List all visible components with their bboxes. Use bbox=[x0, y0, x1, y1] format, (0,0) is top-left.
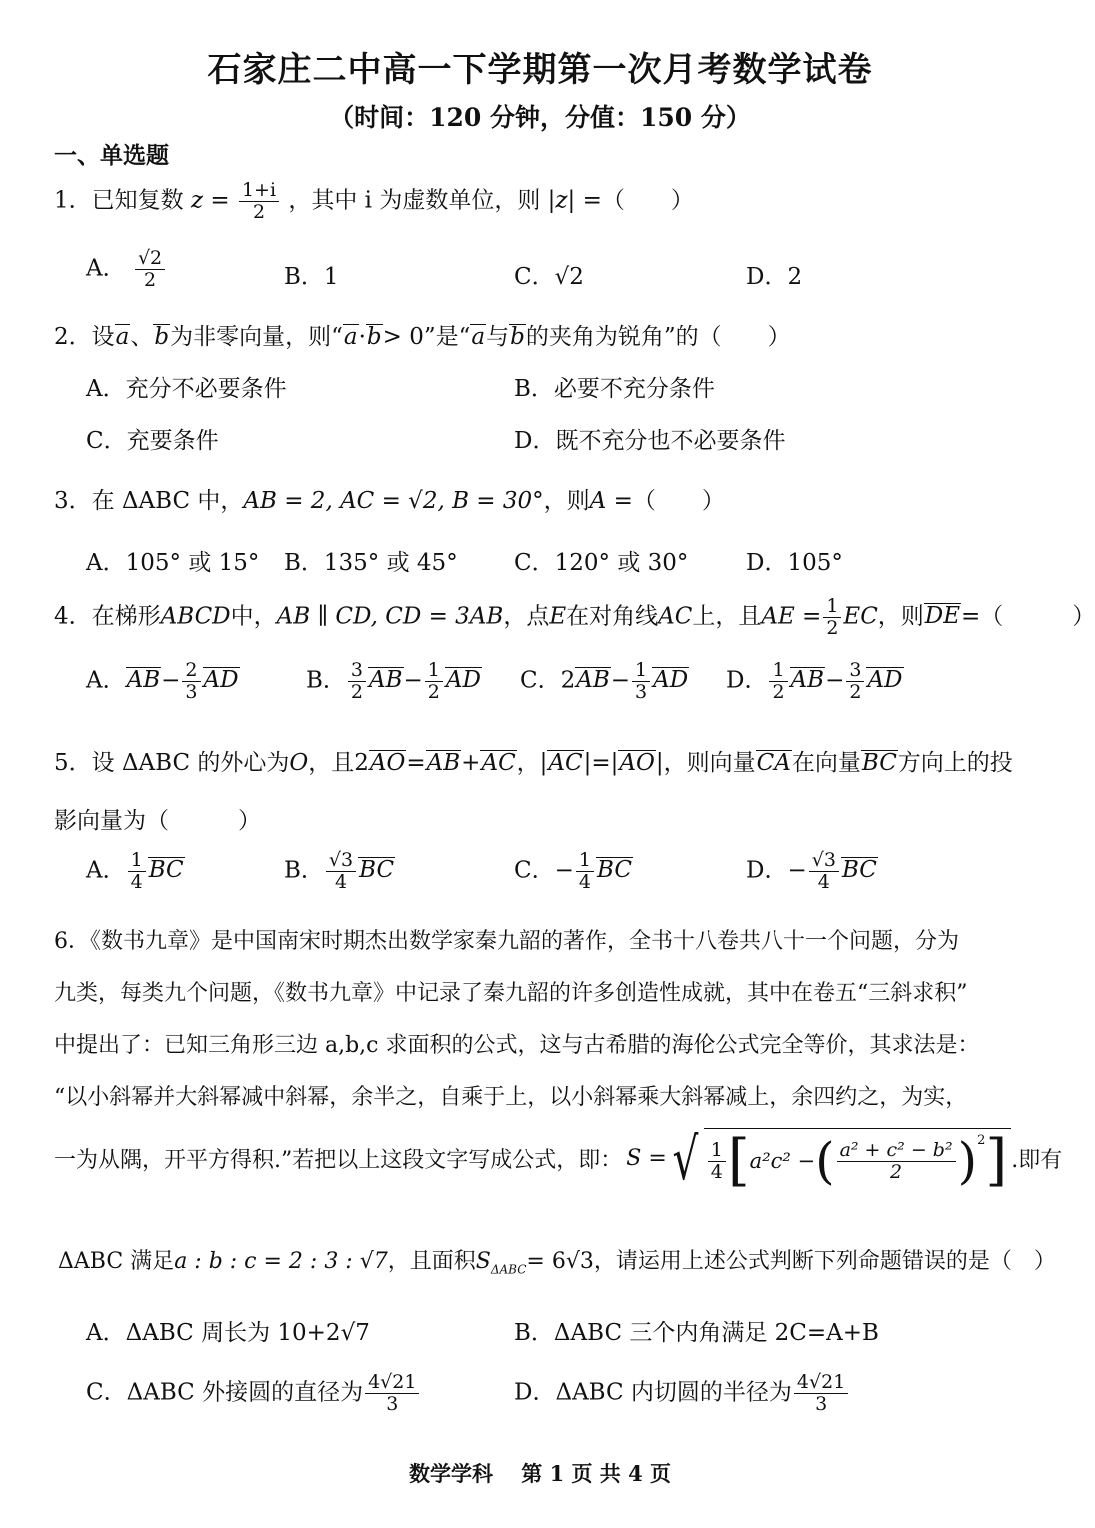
q1-option-a-label: A． bbox=[86, 255, 126, 282]
q5-vec-ao: AO bbox=[369, 750, 406, 776]
q3-option-d bbox=[746, 544, 843, 577]
q6-area-s: S bbox=[475, 1249, 491, 1274]
q2-p1: 2．设 bbox=[54, 324, 115, 350]
q3-given: AB = 2, AC = √2, B = 30° bbox=[243, 488, 544, 514]
q1-fraction bbox=[239, 180, 279, 223]
q4-e: E bbox=[549, 603, 567, 630]
q6-option-d-text: ΔABC 内切圆的半径为 bbox=[555, 1379, 792, 1406]
q6-inner-den: 2 bbox=[890, 1160, 903, 1183]
q6-option-a bbox=[86, 1314, 370, 1347]
q1-mid: ，其中 i 为虚数单位，则 bbox=[288, 187, 541, 214]
q4-option-d-sign: − bbox=[825, 667, 845, 694]
q6-s-eq: S = bbox=[626, 1146, 667, 1171]
q5-option-d-sign: − bbox=[787, 857, 807, 884]
q4-option-a-label: A． bbox=[86, 667, 126, 694]
q4-vec-de: DE bbox=[924, 603, 961, 630]
q2-option-a-label: A． bbox=[86, 376, 126, 402]
q4-ec: EC bbox=[843, 603, 878, 630]
q4-option-c-v2: AD bbox=[653, 667, 689, 694]
q4-option-d-den: 2 bbox=[849, 680, 862, 703]
question-4 bbox=[54, 596, 1095, 639]
q3-p5: （ ） bbox=[632, 488, 725, 514]
q4-option-d-num: 3 bbox=[846, 660, 864, 682]
q5-option-d-den: 4 bbox=[817, 870, 830, 893]
q6-option-d-den: 3 bbox=[815, 1392, 828, 1415]
q6-formula-radicand bbox=[704, 1128, 1012, 1193]
q5-option-c-num: 1 bbox=[576, 850, 594, 872]
q4-option-b-c1num: 3 bbox=[348, 660, 366, 682]
q4-option-c bbox=[520, 660, 689, 703]
q5-option-a-label: A． bbox=[86, 857, 126, 884]
q4-option-b-label: B． bbox=[306, 667, 346, 694]
q6-option-a-text: ΔABC 周长为 10+2√7 bbox=[125, 1320, 370, 1346]
q4-abcd: ABCD bbox=[160, 603, 231, 630]
q2-vec-b2: b bbox=[366, 324, 382, 350]
q5-option-a bbox=[86, 850, 185, 893]
right-bracket-icon: ] bbox=[985, 1128, 1008, 1193]
q6-ratio: a : b : c = 2 : 3 : √7 bbox=[174, 1249, 388, 1274]
q1-frac-num: 1+i bbox=[239, 180, 279, 202]
q6-line6 bbox=[58, 1244, 1056, 1276]
q6-a2c2: a²c² − bbox=[749, 1149, 816, 1173]
q2-option-a bbox=[86, 370, 287, 403]
q4-option-c-c1: 2 bbox=[560, 667, 576, 694]
q5-option-a-num: 1 bbox=[128, 850, 146, 872]
left-paren-icon: ( bbox=[815, 1132, 835, 1190]
q4-given: AB ∥ CD, CD = 3AB bbox=[276, 603, 504, 630]
q2-option-d-text: 既不充分也不必要条件 bbox=[555, 428, 786, 454]
question-5: 5．设 ΔABC 的外心为O，且2AO=AB+AC，|AC|=|AO|，则向量CA在向量BC方向上的投 bbox=[54, 750, 1013, 776]
q5-eq: = bbox=[406, 750, 426, 776]
q4-option-a-v1: AB bbox=[126, 667, 161, 694]
q1-option-a-den: 2 bbox=[143, 268, 157, 291]
q6-line1: 6．《数书九章》是中国南宋时期杰出数学家秦九韶的著作，全书十八卷共八十一个问题，分为 bbox=[54, 929, 960, 954]
q6-option-c-den: 3 bbox=[386, 1392, 399, 1415]
q4-option-d-c1den: 2 bbox=[772, 680, 785, 703]
q6-line3: 中提出了：已知三角形三边 a,b,c 求面积的公式，这与古希腊的海伦公式完全等价，其求法是： bbox=[54, 1033, 980, 1058]
q4-option-d-v2: AD bbox=[867, 667, 903, 694]
q2-option-b-label: B． bbox=[514, 376, 554, 402]
q1-option-c-text: √2 bbox=[554, 264, 584, 290]
q5-option-b-num: √3 bbox=[326, 850, 356, 872]
q4-option-d-v1: AB bbox=[790, 667, 825, 694]
q3-option-c-label: C． bbox=[514, 550, 555, 576]
q6-line5b: .即有 bbox=[1011, 1148, 1063, 1173]
q6-power: 2 bbox=[977, 1133, 986, 1148]
q6-option-b-text: ΔABC 三个内角满足 2C=A+B bbox=[553, 1320, 879, 1346]
sqrt-symbol-icon: √ bbox=[672, 1124, 699, 1193]
q3-option-c bbox=[514, 544, 688, 577]
q6-option-b bbox=[514, 1314, 879, 1347]
q5-p5: 在向量 bbox=[791, 750, 861, 776]
q5-option-c-den: 4 bbox=[578, 870, 591, 893]
q1-end: =（ ） bbox=[582, 187, 694, 214]
q6-line5a: 一为从隅，开平方得积.”若把以上这段文字写成公式，即： bbox=[54, 1148, 623, 1173]
q3-option-b-text: 135° 或 45° bbox=[323, 550, 458, 576]
q5-line2: 影向量为（ ） bbox=[54, 808, 261, 834]
q5-option-c bbox=[514, 850, 633, 893]
q5-option-c-sign: − bbox=[554, 857, 574, 884]
q3-option-a-text: 105° 或 15° bbox=[125, 550, 260, 576]
q6-line6b: ，且面积 bbox=[387, 1249, 476, 1274]
q2-p4: > 0”是“ bbox=[382, 324, 471, 350]
q5-option-d bbox=[746, 850, 878, 893]
q4-p9: 上，且 bbox=[692, 603, 762, 630]
section-heading: 一、单选题 bbox=[54, 142, 169, 169]
q5-vec-ac: AC bbox=[481, 750, 516, 776]
q5-p6: 方向上的投 bbox=[897, 750, 1013, 776]
page-footer: 数学学科 第 1 页 共 4 页 bbox=[408, 1461, 672, 1486]
q6-quarter-num: 1 bbox=[708, 1140, 726, 1162]
q3-a-eq: A = bbox=[589, 488, 633, 514]
q4-option-d-c1num: 1 bbox=[769, 660, 787, 682]
q1-option-a bbox=[86, 248, 167, 291]
q5-option-b bbox=[284, 850, 395, 893]
q3-option-a-label: A． bbox=[86, 550, 126, 576]
q4-option-c-sign: − bbox=[610, 667, 631, 694]
q2-option-a-text: 充分不必要条件 bbox=[125, 376, 287, 402]
q6-option-a-label: A． bbox=[86, 1320, 126, 1346]
q5-vec-ca: CA bbox=[756, 750, 791, 776]
q5-p2: ，且 bbox=[308, 750, 355, 776]
q2-option-d bbox=[514, 422, 785, 455]
q1-option-d bbox=[746, 258, 802, 291]
q5-o: O bbox=[289, 750, 309, 776]
q5-p4: ，则向量 bbox=[663, 750, 756, 776]
q4-option-b-sign: − bbox=[403, 667, 423, 694]
q4-frac-num: 1 bbox=[823, 596, 841, 618]
q4-option-a-sign: − bbox=[161, 667, 181, 694]
q3-p3: ，则 bbox=[543, 488, 590, 514]
q2-p2: 为非零向量，则“ bbox=[170, 324, 343, 350]
left-bracket-icon: [ bbox=[727, 1128, 750, 1193]
q2-vec-a: a bbox=[115, 324, 130, 350]
exam-info: （时间：120 分钟，分值：150 分） bbox=[329, 103, 751, 132]
q6-option-d-label: D． bbox=[514, 1379, 556, 1406]
q6-option-b-label: B． bbox=[514, 1320, 554, 1346]
q6-option-d bbox=[514, 1372, 850, 1415]
q6-quarter-den: 4 bbox=[710, 1160, 723, 1183]
q6-option-c-num: 4√21 bbox=[365, 1372, 419, 1394]
q5-option-d-label: D． bbox=[746, 857, 788, 884]
q5-option-b-den: 4 bbox=[334, 870, 348, 893]
q4-option-b-c1den: 2 bbox=[350, 680, 363, 703]
q4-option-c-label: C． bbox=[520, 667, 561, 694]
q6-option-d-num: 4√21 bbox=[794, 1372, 848, 1394]
q4-option-c-num: 1 bbox=[632, 660, 650, 682]
q3-option-d-label: D． bbox=[746, 550, 788, 576]
right-paren-icon: ) bbox=[957, 1132, 978, 1190]
q4-option-c-den: 3 bbox=[635, 680, 648, 703]
q4-option-b bbox=[306, 660, 482, 703]
q1-prefix: 1．已知复数 bbox=[54, 187, 184, 214]
q4-p14: =（ ） bbox=[961, 603, 1095, 630]
q6-inner-num: a² + c² − b² bbox=[837, 1140, 956, 1162]
q4-frac-den: 2 bbox=[826, 616, 839, 639]
q4-option-a bbox=[86, 660, 240, 703]
q5-plus: + bbox=[461, 750, 481, 776]
q5-option-d-vec: BC bbox=[841, 857, 877, 884]
q5-abs-ac: AC bbox=[548, 750, 583, 776]
q2-option-c-text: 充要条件 bbox=[126, 428, 219, 454]
q1-z-eq: z = bbox=[190, 187, 230, 214]
q1-option-c-label: C． bbox=[514, 264, 555, 290]
q3-option-c-text: 120° 或 30° bbox=[554, 550, 689, 576]
q5-option-b-vec: BC bbox=[359, 857, 395, 884]
q4-p12: ，则 bbox=[877, 603, 924, 630]
q1-frac-den: 2 bbox=[252, 200, 266, 223]
q1-option-b bbox=[284, 258, 339, 291]
q2-vec-b: b bbox=[154, 324, 170, 350]
q4-option-a-v2: AD bbox=[203, 667, 239, 694]
q6-option-c bbox=[86, 1372, 421, 1415]
q5-vec-bc: BC bbox=[861, 750, 897, 776]
q4-p1: 4．在梯形 bbox=[54, 603, 161, 630]
q1-option-a-num: √2 bbox=[135, 248, 165, 270]
q4-ac: AC bbox=[658, 603, 693, 630]
q4-option-b-den: 2 bbox=[427, 680, 440, 703]
q6-line4: “以小斜幂并大斜幂减中斜幂，余半之，自乘于上，以小斜幂乘大斜幂减上，余四约之，为实， bbox=[54, 1085, 968, 1110]
q5-p1: 5．设 ΔABC 的外心为 bbox=[54, 750, 290, 776]
q6-line2: 九类，每类九个问题，《数书九章》中记录了秦九韶的许多创造性成就，其中在卷五“三斜求积” bbox=[54, 981, 968, 1006]
q2-dot: · bbox=[358, 324, 366, 350]
q3-option-a bbox=[86, 544, 259, 577]
q2-vec-a2: a bbox=[343, 324, 358, 350]
q6-formula-line bbox=[54, 1124, 1063, 1193]
q2-vec-a3: a bbox=[471, 324, 486, 350]
q2-vec-b3: b bbox=[510, 324, 525, 350]
q3-option-d-text: 105° bbox=[787, 550, 843, 576]
q3-p1: 3．在 ΔABC 中， bbox=[54, 488, 244, 514]
q5-two: 2 bbox=[354, 750, 369, 776]
q2-p6: 的夹角为锐角”的（ ） bbox=[525, 324, 791, 350]
q3-option-b-label: B． bbox=[284, 550, 324, 576]
q4-option-d-label: D． bbox=[726, 667, 768, 694]
q5-option-c-label: C． bbox=[514, 857, 555, 884]
q6-line6a: ΔABC 满足 bbox=[58, 1249, 175, 1274]
q4-p5: ，点 bbox=[503, 603, 550, 630]
q2-option-c bbox=[86, 422, 219, 455]
question-3 bbox=[54, 482, 725, 515]
q5-option-b-label: B． bbox=[284, 857, 324, 884]
q5-abs-ao: AO bbox=[619, 750, 655, 776]
q1-option-b-text: 1 bbox=[323, 264, 339, 290]
q6-option-c-text: ΔABC 外接圆的直径为 bbox=[126, 1379, 364, 1406]
q1-option-d-text: 2 bbox=[787, 264, 803, 290]
q2-option-b-text: 必要不充分条件 bbox=[553, 376, 715, 402]
q2-option-c-label: C． bbox=[86, 428, 127, 454]
q1-option-c bbox=[514, 258, 584, 291]
q5-option-d-num: √3 bbox=[809, 850, 839, 872]
q5-option-c-vec: BC bbox=[596, 857, 632, 884]
q5-p3: ， bbox=[516, 750, 540, 776]
q2-option-d-label: D． bbox=[514, 428, 556, 454]
q4-option-b-v2: AD bbox=[445, 667, 481, 694]
question-1 bbox=[54, 180, 694, 223]
q4-option-c-v1: AB bbox=[576, 667, 610, 694]
q4-option-b-num: 1 bbox=[425, 660, 443, 682]
q6-area-sub: ΔABC bbox=[490, 1262, 527, 1277]
q2-option-b bbox=[514, 370, 715, 403]
q6-area-val: = 6√3 bbox=[526, 1249, 594, 1274]
q5-option-a-vec: BC bbox=[148, 857, 184, 884]
q6-heron-formula bbox=[667, 1124, 1011, 1193]
q4-option-d bbox=[726, 660, 904, 703]
q4-option-a-den: 3 bbox=[185, 680, 198, 703]
q6-option-c-label: C． bbox=[86, 1379, 127, 1406]
q5-option-a-den: 4 bbox=[130, 870, 143, 893]
q2-p5: 与 bbox=[486, 324, 510, 350]
q5-vec-ab: AB bbox=[426, 750, 461, 776]
q1-option-d-label: D． bbox=[746, 264, 788, 290]
q4-p3: 中， bbox=[230, 603, 277, 630]
question-2 bbox=[54, 318, 791, 351]
q4-option-b-v1: AB bbox=[369, 667, 403, 694]
q4-option-a-num: 2 bbox=[182, 660, 200, 682]
q6-line6c: ，请运用上述公式判断下列命题错误的是（ ） bbox=[593, 1249, 1056, 1274]
q4-p7: 在对角线 bbox=[566, 603, 659, 630]
q1-option-b-label: B． bbox=[284, 264, 324, 290]
q2-sep: 、 bbox=[130, 324, 154, 350]
q4-ae: AE = bbox=[761, 603, 822, 630]
q3-option-b bbox=[284, 544, 458, 577]
page-title: 石家庄二中高一下学期第一次月考数学试卷 bbox=[207, 50, 873, 90]
q1-abs-z: |z| bbox=[547, 187, 576, 214]
